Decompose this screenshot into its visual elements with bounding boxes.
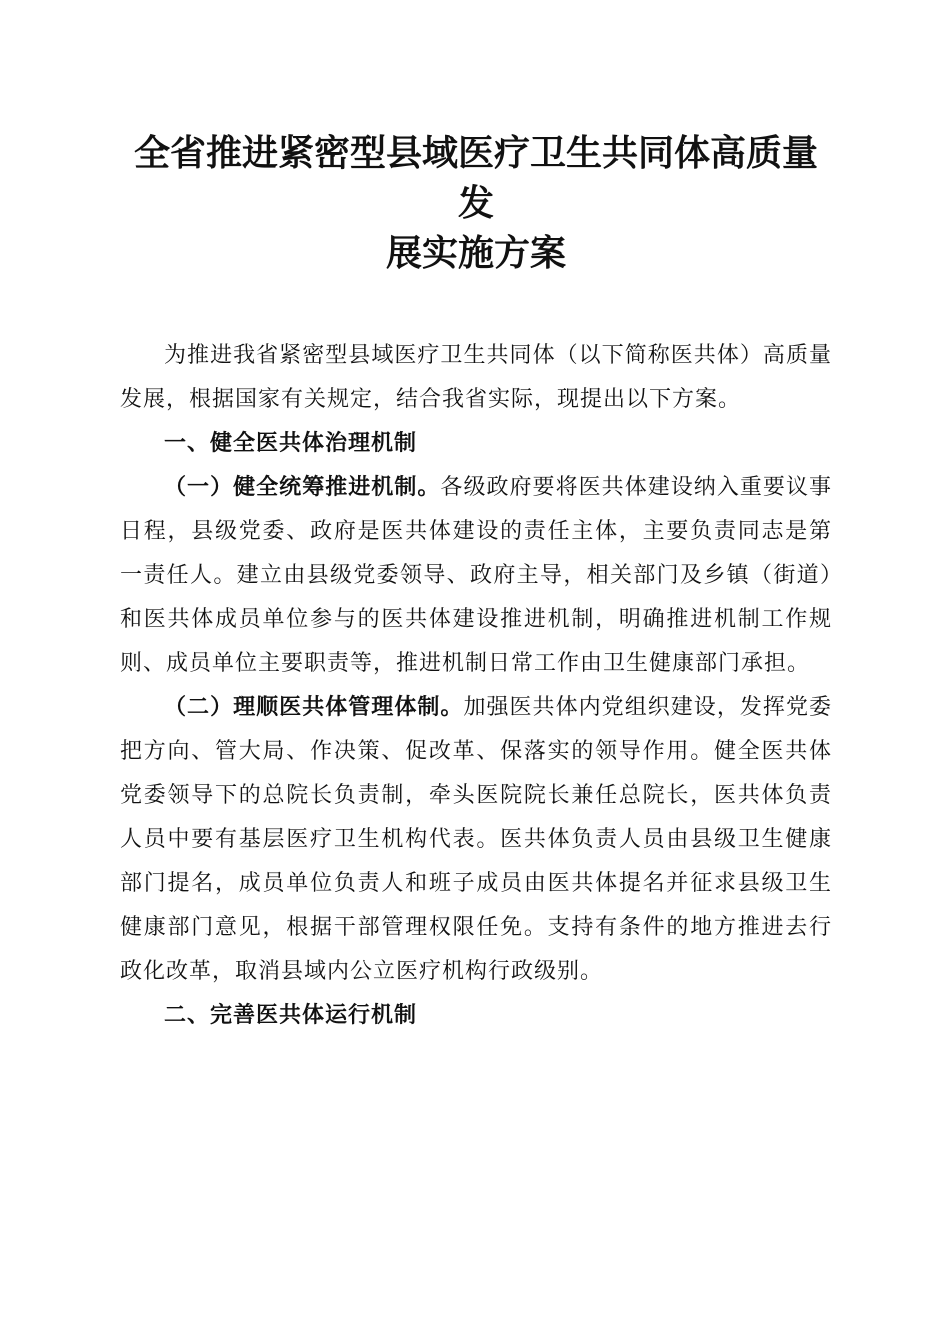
- item-2-text: 加强医共体内党组织建设，发挥党委把方向、管大局、作决策、促改革、保落实的领导作用。健全医共体党委领导下的总院长负责制，牵头医院院长兼任总院长，医共体负责人员中要有基层医疗卫生机构代表。医共体负责人员由县级卫生健康部门提名，成员单位负责人和班子成员由医共体提名并征求县级卫生健康部门意见，根据干部管理权限任免。支持有条件的地方推进去行政化改革，取消县域内公立医疗机构行政级别。: [120, 695, 832, 984]
- document-body: [120, 334, 832, 1038]
- title-line-1: 全省推进紧密型县域医疗卫生共同体高质量发: [133, 132, 818, 224]
- document-title: [120, 128, 832, 278]
- item-2-lead: （二）理顺医共体管理体制。: [164, 695, 464, 720]
- section-heading-1: 一、健全医共体治理机制: [164, 431, 418, 456]
- section-heading-2: 二、完善医共体运行机制: [164, 1003, 418, 1028]
- intro-paragraph: 为推进我省紧密型县域医疗卫生共同体（以下简称医共体）高质量发展，根据国家有关规定，结合我省实际，现提出以下方案。: [120, 343, 832, 412]
- item-1-paragraph: [120, 466, 832, 686]
- title-line-2: 展实施方案: [385, 232, 566, 274]
- item-2-paragraph: [120, 686, 832, 994]
- document-page: [120, 128, 832, 1038]
- item-1-text: 各级政府要将医共体建设纳入重要议事日程，县级党委、政府是医共体建设的责任主体，主要负责同志是第一责任人。建立由县级党委领导、政府主导，相关部门及乡镇（街道）和医共体成员单位参与的医共体建设推进机制，明确推进机制工作规则、成员单位主要职责等，推进机制日常工作由卫生健康部门承担。: [120, 475, 832, 676]
- item-1-lead: （一）健全统筹推进机制。: [164, 475, 441, 500]
